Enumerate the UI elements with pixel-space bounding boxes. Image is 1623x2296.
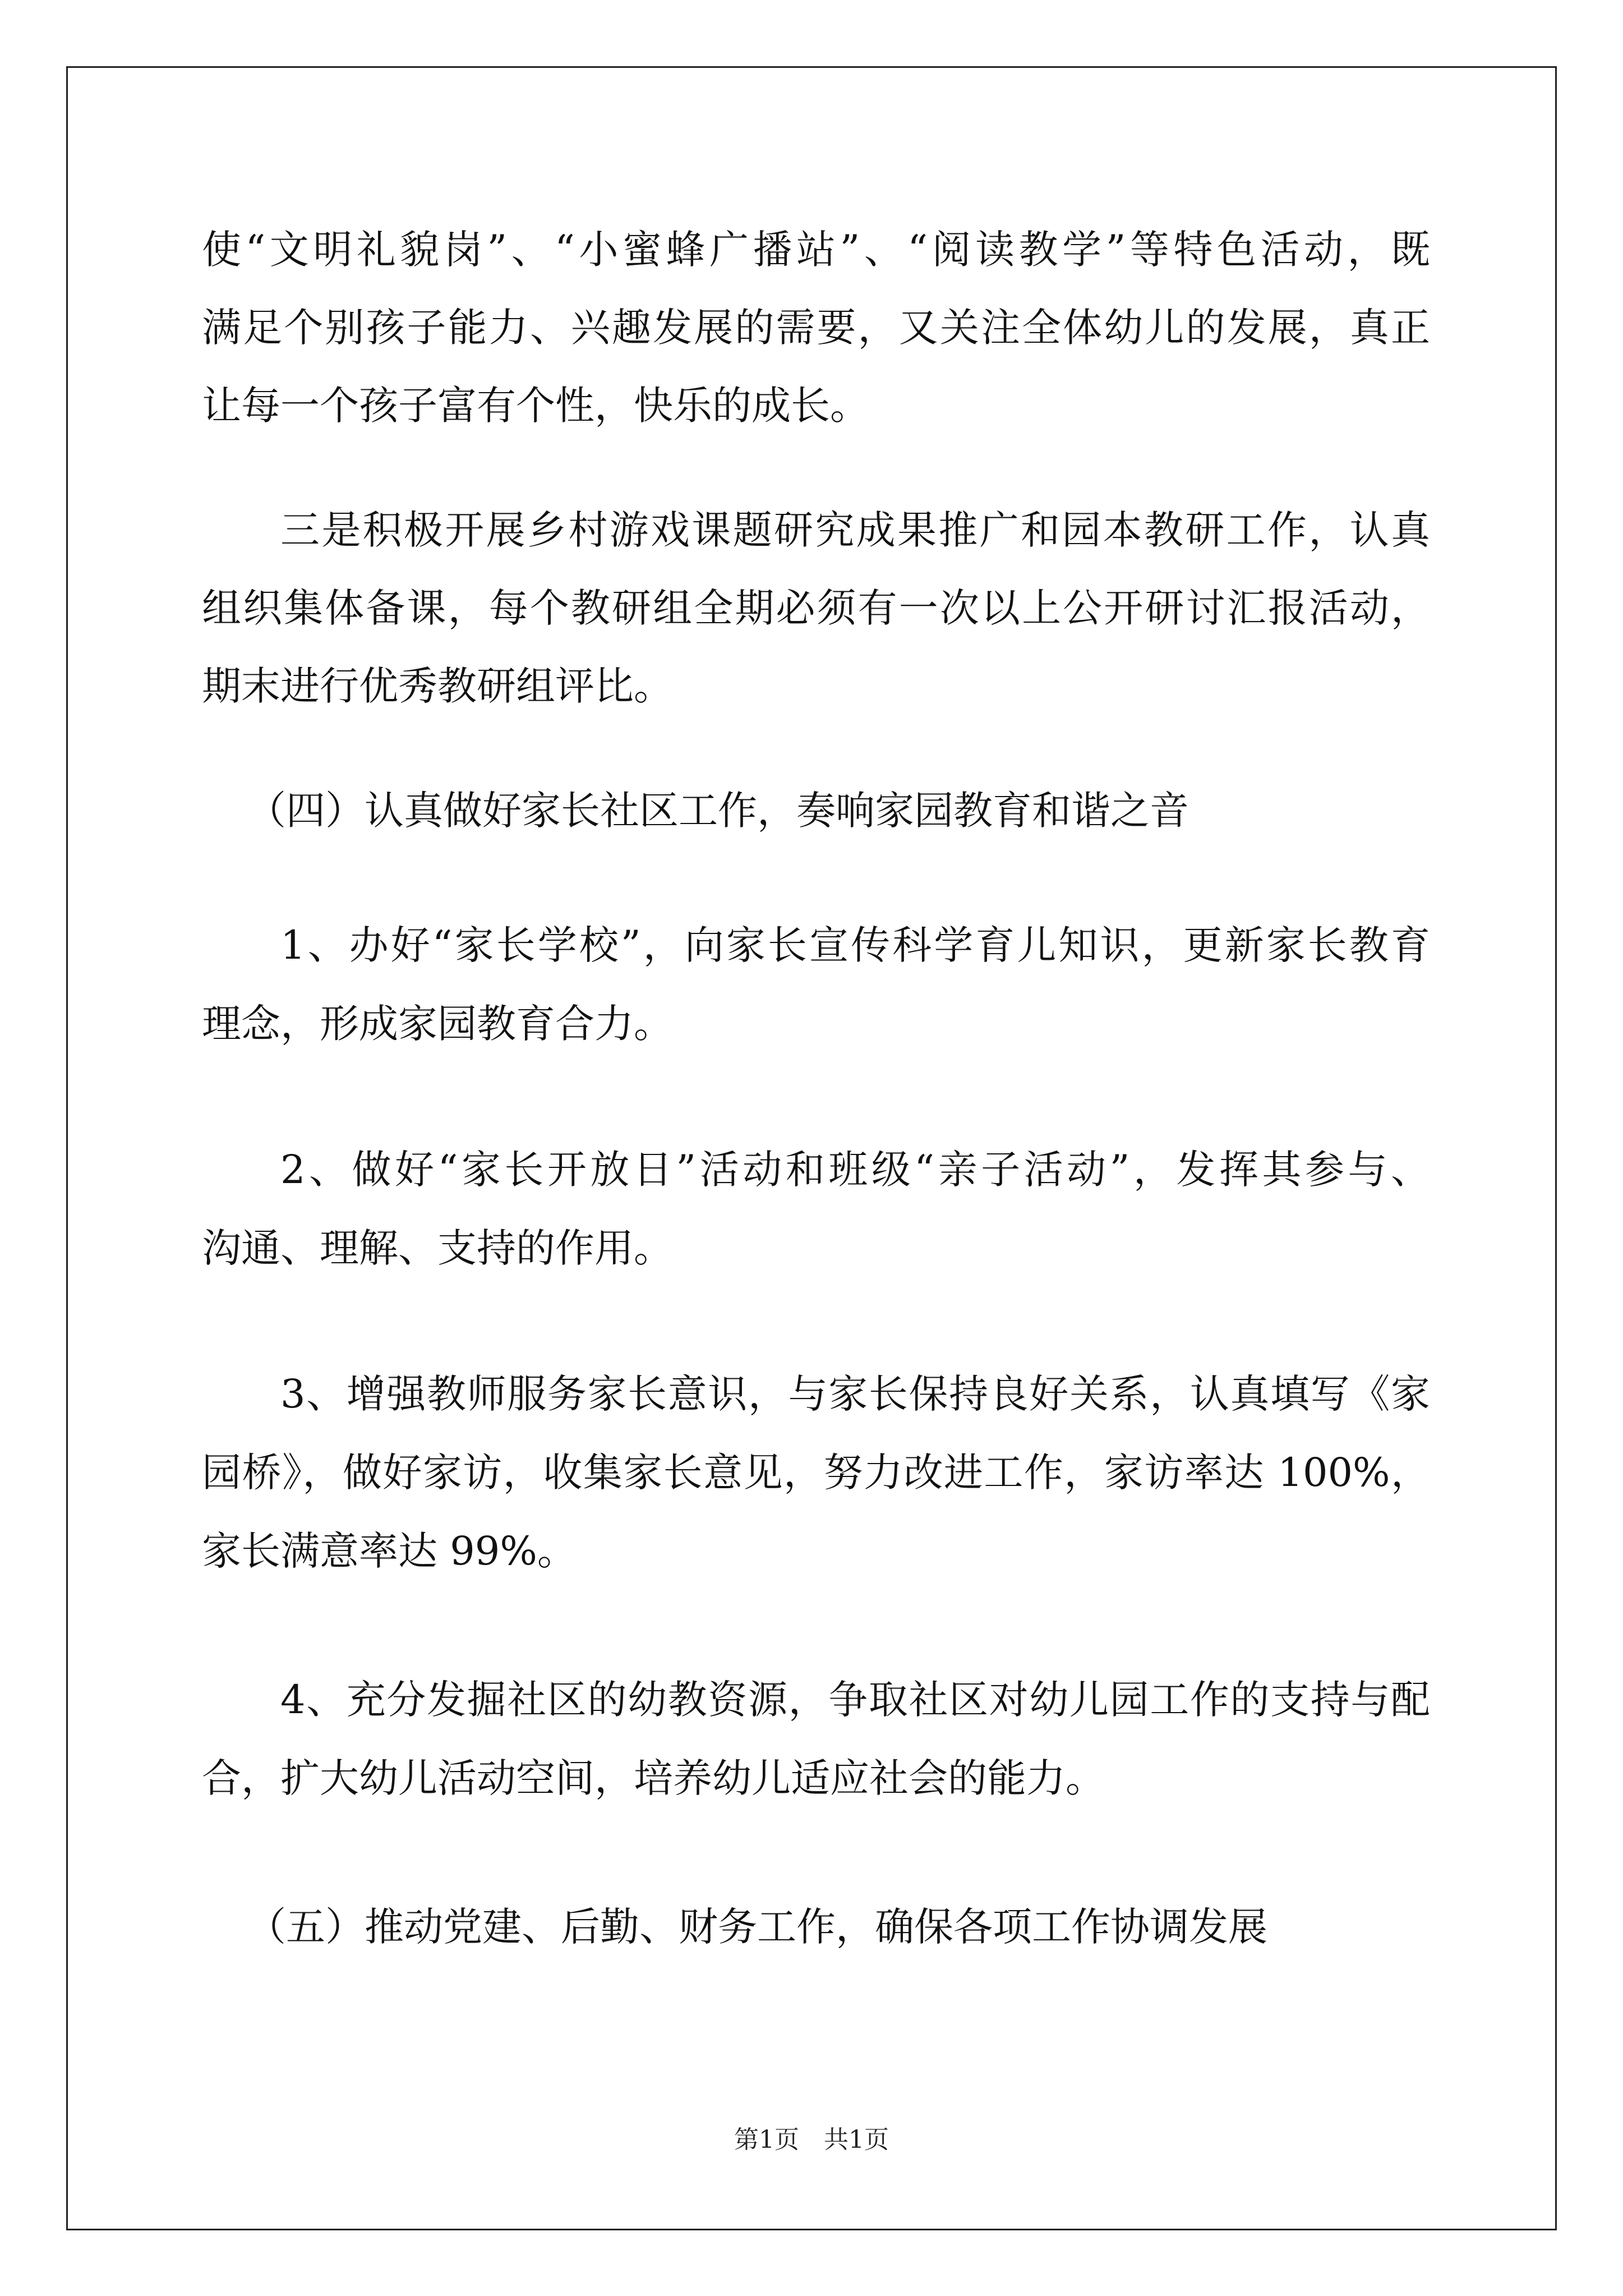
text-line: 合，扩大幼儿活动空间，培养幼儿适应社会的能力。 bbox=[202, 1755, 1105, 1801]
text-line: 家长满意率达 99%。 bbox=[202, 1528, 577, 1574]
text-line: 沟通、理解、支持的作用。 bbox=[202, 1225, 673, 1271]
paragraph-line: 4、充分发掘社区的幼教资源，争取社区对幼儿园工作的支持与配 bbox=[280, 1677, 1430, 1723]
section-heading: （四）认真做好家长社区工作，奏响家园教育和谐之音 bbox=[247, 788, 1189, 834]
paragraph-line: 三是积极开展乡村游戏课题研究成果推广和园本教研工作，认真 bbox=[280, 507, 1430, 553]
paragraph-line: 1、办好“家长学校”，向家长宣传科学育儿知识，更新家长教育 bbox=[280, 922, 1430, 968]
text-line: 让每一个孩子富有个性，快乐的成长。 bbox=[202, 383, 869, 429]
page-number-footer: 第1页 共1页 bbox=[734, 2125, 889, 2154]
text-line: 理念，形成家园教育合力。 bbox=[202, 1001, 673, 1047]
text-line: 使“文明礼貌岗”、“小蜜蜂广播站”、“阅读教学”等特色活动，既 bbox=[202, 227, 1430, 273]
paragraph-line: 3、增强教师服务家长意识，与家长保持良好关系，认真填写《家 bbox=[280, 1371, 1430, 1417]
text-line: 期末进行优秀教研组评比。 bbox=[202, 663, 673, 709]
text-line: 组织集体备课，每个教研组全期必须有一次以上公开研讨汇报活动， bbox=[202, 585, 1430, 631]
paragraph-line: 2、做好“家长开放日”活动和班级“亲子活动”，发挥其参与、 bbox=[280, 1147, 1430, 1193]
text-line: 满足个别孩子能力、兴趣发展的需要，又关注全体幼儿的发展，真正 bbox=[202, 305, 1430, 351]
section-heading: （五）推动党建、后勤、财务工作，确保各项工作协调发展 bbox=[247, 1904, 1267, 1950]
text-line: 园桥》，做好家访，收集家长意见，努力改进工作，家访率达 100%， bbox=[202, 1450, 1430, 1496]
